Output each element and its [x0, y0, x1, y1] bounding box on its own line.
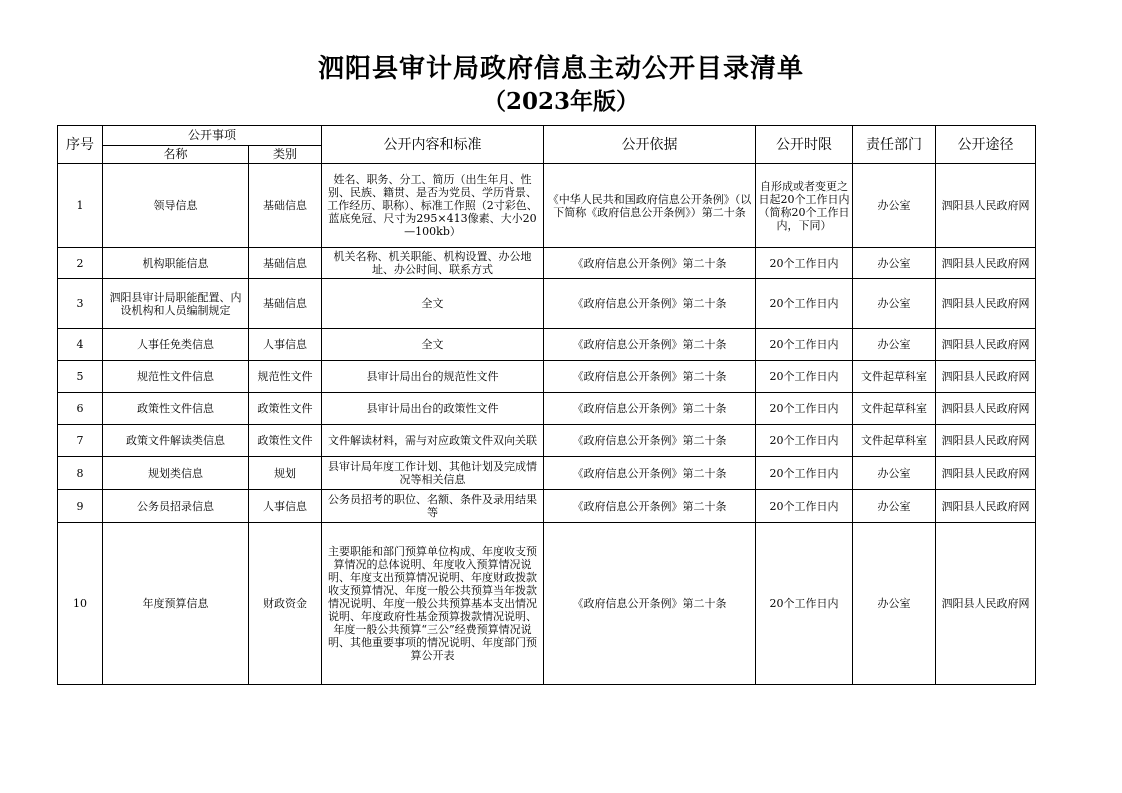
cell-time: 20个工作日内 — [756, 248, 853, 279]
header-dept: 责任部门 — [853, 126, 936, 164]
disclosure-catalog-table — [57, 125, 1036, 685]
cell-name: 规范性文件信息 — [103, 361, 249, 393]
cell-category: 基础信息 — [249, 279, 322, 329]
cell-seq: 3 — [58, 279, 103, 329]
cell-channel: 泗阳县人民政府网 — [936, 490, 1036, 523]
cell-category: 政策性文件 — [249, 393, 322, 425]
cell-dept: 文件起草科室 — [853, 361, 936, 393]
cell-name: 年度预算信息 — [103, 523, 249, 685]
cell-time: 20个工作日内 — [756, 425, 853, 457]
cell-channel: 泗阳县人民政府网 — [936, 457, 1036, 490]
cell-name: 政策文件解读类信息 — [103, 425, 249, 457]
cell-dept: 文件起草科室 — [853, 425, 936, 457]
cell-content: 县审计局年度工作计划、其他计划及完成情况等相关信息 — [322, 457, 544, 490]
cell-basis: 《政府信息公开条例》第二十条 — [544, 279, 756, 329]
table-row — [58, 457, 1036, 490]
cell-time: 20个工作日内 — [756, 279, 853, 329]
cell-time: 自形成或者变更之日起20个工作日内（简称20个工作日内，下同） — [756, 164, 853, 248]
table-row — [58, 164, 1036, 248]
cell-category: 人事信息 — [249, 490, 322, 523]
table-row — [58, 329, 1036, 361]
cell-channel: 泗阳县人民政府网 — [936, 248, 1036, 279]
header-category: 类别 — [249, 146, 322, 164]
page-title: 泗阳县审计局政府信息主动公开目录清单 — [317, 54, 804, 84]
cell-category: 人事信息 — [249, 329, 322, 361]
cell-basis: 《政府信息公开条例》第二十条 — [544, 329, 756, 361]
cell-content: 姓名、职务、分工、简历（出生年月、性别、民族、籍贯、是否为党员、学历背景、工作经历、职称）、标准工作照（2寸彩色、蓝底免冠、尺寸为295×413像素、大小20—100kb） — [322, 164, 544, 248]
cell-channel: 泗阳县人民政府网 — [936, 425, 1036, 457]
cell-time: 20个工作日内 — [756, 457, 853, 490]
cell-name: 政策性文件信息 — [103, 393, 249, 425]
cell-time: 20个工作日内 — [756, 329, 853, 361]
cell-dept: 办公室 — [853, 279, 936, 329]
cell-content: 全文 — [322, 279, 544, 329]
cell-dept: 文件起草科室 — [853, 393, 936, 425]
cell-content: 县审计局出台的规范性文件 — [322, 361, 544, 393]
cell-dept: 办公室 — [853, 248, 936, 279]
table-row — [58, 393, 1036, 425]
cell-time: 20个工作日内 — [756, 490, 853, 523]
cell-seq: 8 — [58, 457, 103, 490]
cell-dept: 办公室 — [853, 164, 936, 248]
cell-name: 领导信息 — [103, 164, 249, 248]
cell-content: 县审计局出台的政策性文件 — [322, 393, 544, 425]
cell-basis: 《中华人民共和国政府信息公开条例》（以下简称《政府信息公开条例》）第二十条 — [544, 164, 756, 248]
cell-category: 规划 — [249, 457, 322, 490]
cell-seq: 4 — [58, 329, 103, 361]
cell-name: 规划类信息 — [103, 457, 249, 490]
cell-seq: 1 — [58, 164, 103, 248]
header-seq: 序号 — [58, 126, 103, 164]
cell-time: 20个工作日内 — [756, 361, 853, 393]
cell-seq: 7 — [58, 425, 103, 457]
table-row — [58, 361, 1036, 393]
cell-name: 人事任免类信息 — [103, 329, 249, 361]
cell-seq: 9 — [58, 490, 103, 523]
cell-channel: 泗阳县人民政府网 — [936, 164, 1036, 248]
cell-basis: 《政府信息公开条例》第二十条 — [544, 248, 756, 279]
cell-content: 全文 — [322, 329, 544, 361]
cell-category: 财政资金 — [249, 523, 322, 685]
cell-content: 机关名称、机关职能、机构设置、办公地址、办公时间、联系方式 — [322, 248, 544, 279]
cell-basis: 《政府信息公开条例》第二十条 — [544, 490, 756, 523]
header-row — [58, 126, 1036, 146]
page-subtitle: （2023年版） — [482, 88, 639, 115]
cell-name: 公务员招录信息 — [103, 490, 249, 523]
header-name: 名称 — [103, 146, 249, 164]
table-row — [58, 490, 1036, 523]
cell-seq: 5 — [58, 361, 103, 393]
header-content: 公开内容和标准 — [322, 126, 544, 164]
header-channel: 公开途径 — [936, 126, 1036, 164]
cell-category: 基础信息 — [249, 164, 322, 248]
table-row — [58, 523, 1036, 685]
cell-dept: 办公室 — [853, 457, 936, 490]
cell-basis: 《政府信息公开条例》第二十条 — [544, 361, 756, 393]
cell-seq: 6 — [58, 393, 103, 425]
cell-category: 政策性文件 — [249, 425, 322, 457]
cell-category: 基础信息 — [249, 248, 322, 279]
cell-channel: 泗阳县人民政府网 — [936, 329, 1036, 361]
cell-channel: 泗阳县人民政府网 — [936, 361, 1036, 393]
cell-channel: 泗阳县人民政府网 — [936, 279, 1036, 329]
header-item: 公开事项 — [103, 126, 322, 146]
table-row — [58, 425, 1036, 457]
table-row — [58, 248, 1036, 279]
cell-seq: 2 — [58, 248, 103, 279]
cell-channel: 泗阳县人民政府网 — [936, 393, 1036, 425]
cell-basis: 《政府信息公开条例》第二十条 — [544, 425, 756, 457]
cell-time: 20个工作日内 — [756, 393, 853, 425]
cell-name: 机构职能信息 — [103, 248, 249, 279]
cell-basis: 《政府信息公开条例》第二十条 — [544, 523, 756, 685]
cell-dept: 办公室 — [853, 329, 936, 361]
cell-time: 20个工作日内 — [756, 523, 853, 685]
cell-content: 公务员招考的职位、名额、条件及录用结果等 — [322, 490, 544, 523]
cell-content: 文件解读材料，需与对应政策文件双向关联 — [322, 425, 544, 457]
cell-content: 主要职能和部门预算单位构成、年度收支预算情况的总体说明、年度收入预算情况说明、年度支出预算情况说明、年度财政拨款收支预算情况、年度一般公共预算当年拨款情况说明、年度一般公共预算基本支出情况说明、年度政府性基金预算拨款情况说明、年度一般公共预算“三公”经费预算情况说明、其他重要事项的情况说明、年度部门预算公开表 — [322, 523, 544, 685]
cell-dept: 办公室 — [853, 490, 936, 523]
cell-name: 泗阳县审计局职能配置、内设机构和人员编制规定 — [103, 279, 249, 329]
cell-basis: 《政府信息公开条例》第二十条 — [544, 393, 756, 425]
cell-category: 规范性文件 — [249, 361, 322, 393]
cell-seq: 10 — [58, 523, 103, 685]
cell-dept: 办公室 — [853, 523, 936, 685]
header-basis: 公开依据 — [544, 126, 756, 164]
cell-channel: 泗阳县人民政府网 — [936, 523, 1036, 685]
cell-basis: 《政府信息公开条例》第二十条 — [544, 457, 756, 490]
table-row — [58, 279, 1036, 329]
header-time: 公开时限 — [756, 126, 853, 164]
